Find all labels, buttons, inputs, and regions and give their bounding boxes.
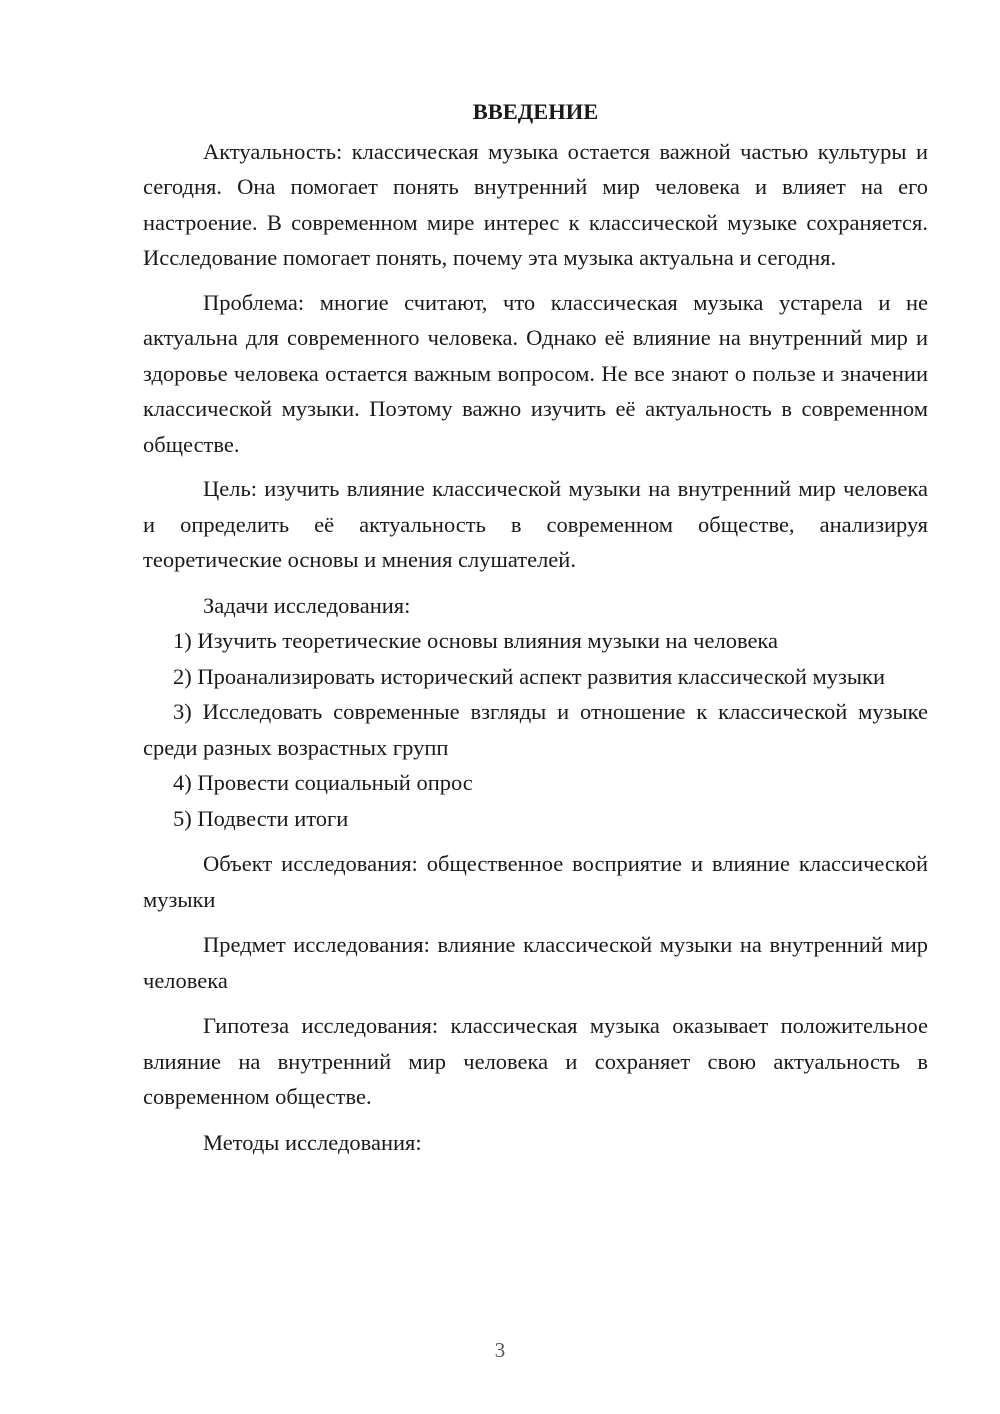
- paragraph-hypothesis: Гипотеза исследования: классическая музыка оказывает положительное влияние на внутренний мир человека и сохраняет свою актуальность в современном обществе.: [143, 1013, 928, 1109]
- task-item-2: 2) Проанализировать исторический аспект развития классической музыки: [173, 663, 885, 689]
- task-item-5: 5) Подвести итоги: [173, 805, 349, 831]
- page-content: [143, 94, 928, 1160]
- paragraph-problem: Проблема: многие считают, что классическая музыка устарела и не актуальна для современного человека. Однако её влияние на внутренний мир и здоровье человека остается важным вопросом. Не все знают о пользе и значении классической музыки. Поэтому важно изучить её актуальность в современном обществе.: [143, 289, 928, 457]
- task-item-4: 4) Провести социальный опрос: [173, 770, 473, 795]
- paragraph-goal: Цель: изучить влияние классической музыки на внутренний мир человека и определить её актуальность в современном обществе, анализируя теоретические основы и мнения слушателей.: [143, 476, 928, 572]
- paragraph-object: Объект исследования: общественное восприятие и влияние классической музыки: [143, 851, 928, 912]
- methods-heading: Методы исследования:: [203, 1129, 422, 1155]
- task-item-3: 3) Исследовать современные взгляды и отношение к классической музыке среди разных возрастных групп: [143, 699, 928, 760]
- page-number: 3: [494, 1338, 506, 1362]
- paragraph-relevance: Актуальность: классическая музыка остается важной частью культуры и сегодня. Она помогает понять внутренний мир человека и влияет на его настроение. В современном мире интерес к классической музыке сохраняется. Исследование помогает понять, почему эта музыка актуальна и сегодня.: [143, 138, 928, 270]
- paragraph-subject: Предмет исследования: влияние классической музыки на внутренний мир человека: [143, 932, 928, 993]
- task-item-1: 1) Изучить теоретические основы влияния музыки на человека: [173, 628, 779, 653]
- section-title: ВВЕДЕНИЕ: [472, 99, 599, 124]
- tasks-heading: Задачи исследования:: [203, 592, 411, 618]
